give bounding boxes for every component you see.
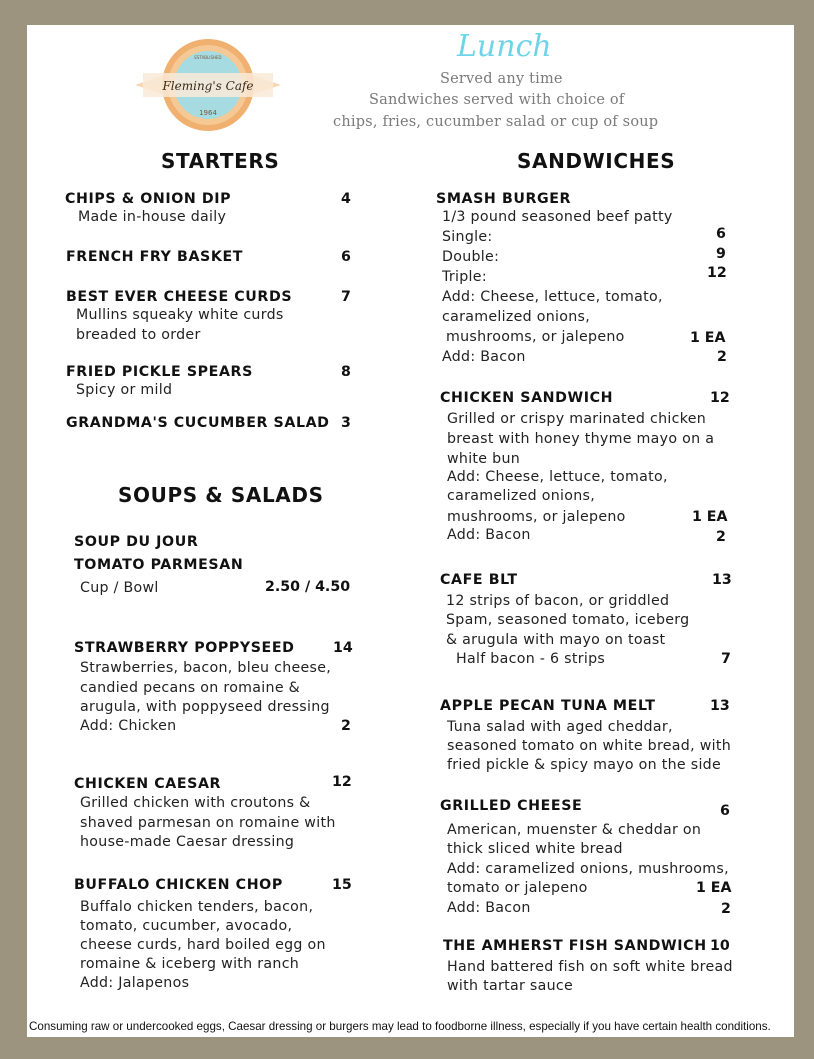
- item-name: SMASH BURGER: [436, 191, 572, 207]
- svg-text:1964: 1964: [199, 109, 217, 117]
- item-price: 2: [717, 349, 727, 365]
- item-desc: mushrooms, or jalepeno: [447, 509, 626, 525]
- item-desc: Add: caramelized onions, mushrooms,: [447, 861, 729, 877]
- item-desc: Made in-house daily: [78, 209, 227, 225]
- item-desc: Buffalo chicken tenders, bacon,: [80, 899, 314, 915]
- item-desc: white bun: [447, 451, 521, 467]
- item-desc: seasoned tomato on white bread, with: [447, 738, 732, 754]
- item-desc: 12 strips of bacon, or griddled: [446, 593, 670, 609]
- item-desc: Grilled or crispy marinated chicken: [447, 411, 707, 427]
- item-desc: Tuna salad with aged cheddar,: [447, 719, 673, 735]
- item-name: BUFFALO CHICKEN CHOP: [74, 877, 283, 893]
- item-desc: Half bacon - 6 strips: [456, 651, 606, 667]
- item-desc: Mullins squeaky white curds: [76, 307, 284, 323]
- item-price: 6: [720, 803, 730, 819]
- item-price: 2: [716, 529, 726, 545]
- item-desc: Add: Bacon: [442, 349, 526, 365]
- item-desc: shaved parmesan on romaine with: [80, 815, 336, 831]
- item-desc: house-made Caesar dressing: [80, 834, 295, 850]
- item-price: 9: [716, 246, 726, 262]
- item-desc: Add: Chicken: [80, 718, 177, 734]
- soup-name: TOMATO PARMESAN: [74, 557, 244, 573]
- item-desc: romaine & iceberg with ranch: [80, 956, 300, 972]
- starters-heading: STARTERS: [161, 149, 280, 173]
- item-desc: Spam, seasoned tomato, iceberg: [446, 612, 690, 628]
- item-desc: caramelized onions,: [442, 309, 591, 325]
- soup-price: 2.50 / 4.50: [265, 579, 351, 595]
- item-desc: Add: Bacon: [447, 900, 531, 916]
- item-desc: caramelized onions,: [447, 488, 596, 504]
- item-price: 12: [707, 265, 727, 281]
- health-disclaimer: Consuming raw or undercooked eggs, Caesar dressing or burgers may lead to foodborne illness, especially if you have certain health conditions.: [29, 1020, 771, 1033]
- item-name: GRANDMA'S CUCUMBER SALAD: [66, 415, 330, 431]
- item-desc: tomato or jalepeno: [447, 880, 588, 896]
- menu-page: [27, 25, 794, 1037]
- item-desc: Double:: [442, 249, 500, 265]
- item-desc: Add: Cheese, lettuce, tomato,: [447, 469, 668, 485]
- item-name: STRAWBERRY POPPYSEED: [74, 640, 295, 656]
- item-price: 10: [710, 938, 730, 954]
- item-price: 13: [712, 572, 732, 588]
- add-price: 2: [341, 718, 351, 734]
- item-price: 3: [341, 415, 351, 431]
- item-name: THE AMHERST FISH SANDWICH: [443, 938, 707, 954]
- item-desc: Single:: [442, 229, 493, 245]
- subtitle-line-2: Sandwiches served with choice of: [369, 92, 625, 108]
- item-desc: tomato, cucumber, avocado,: [80, 918, 293, 934]
- item-name: GRILLED CHEESE: [440, 798, 583, 814]
- item-desc: Add: Cheese, lettuce, tomato,: [442, 289, 663, 305]
- item-desc: Add: Bacon: [447, 527, 531, 543]
- item-name: FRENCH FRY BASKET: [66, 249, 244, 265]
- item-desc: Strawberries, bacon, bleu cheese,: [80, 660, 332, 676]
- menu-title: Lunch: [457, 29, 552, 64]
- item-desc: candied pecans on romaine &: [80, 680, 301, 696]
- item-desc: Add: Jalapenos: [80, 975, 190, 991]
- item-desc: Hand battered fish on soft white bread: [447, 959, 733, 975]
- item-desc: Triple:: [442, 269, 487, 285]
- item-price: 1 EA: [692, 509, 728, 525]
- item-price: 1 EA: [690, 330, 726, 346]
- subtitle-line-3: chips, fries, cucumber salad or cup of soup: [333, 114, 659, 130]
- svg-text:ESTABLISHED: ESTABLISHED: [194, 55, 222, 60]
- item-desc: cheese curds, hard boiled egg on: [80, 937, 326, 953]
- item-name: FRIED PICKLE SPEARS: [66, 364, 253, 380]
- svg-text:Fleming's Cafe: Fleming's Cafe: [162, 79, 254, 93]
- item-price: 15: [332, 877, 352, 893]
- sandwiches-heading: SANDWICHES: [517, 149, 676, 173]
- soup-name: SOUP DU JOUR: [74, 534, 199, 550]
- cafe-logo: [135, 37, 281, 133]
- item-desc: Grilled chicken with croutons &: [80, 795, 311, 811]
- item-price: 12: [332, 774, 352, 790]
- item-price: 8: [341, 364, 351, 380]
- subtitle-line-1: Served any time: [440, 71, 563, 87]
- item-price: 2: [721, 901, 731, 917]
- item-desc: mushrooms, or jalepeno: [446, 329, 625, 345]
- item-name: CHICKEN SANDWICH: [440, 390, 614, 406]
- item-desc: breaded to order: [76, 327, 201, 343]
- soup-size: Cup / Bowl: [80, 580, 159, 596]
- item-desc: thick sliced white bread: [447, 841, 623, 857]
- item-name: CHIPS & ONION DIP: [65, 191, 232, 207]
- item-desc: American, muenster & cheddar on: [447, 822, 702, 838]
- item-desc: & arugula with mayo on toast: [446, 632, 666, 648]
- item-desc: fried pickle & spicy mayo on the side: [447, 757, 722, 773]
- item-price: 12: [710, 390, 730, 406]
- item-price: 1 EA: [696, 880, 732, 896]
- item-desc: arugula, with poppyseed dressing: [80, 699, 330, 715]
- soups-salads-heading: SOUPS & SALADS: [118, 483, 324, 507]
- item-price: 4: [341, 191, 351, 207]
- item-name: CHICKEN CAESAR: [74, 776, 222, 792]
- item-name: BEST EVER CHEESE CURDS: [66, 289, 293, 305]
- item-name: CAFE BLT: [440, 572, 518, 588]
- item-name: APPLE PECAN TUNA MELT: [440, 698, 656, 714]
- item-price: 6: [716, 226, 726, 242]
- item-price: 13: [710, 698, 730, 714]
- item-price: 7: [341, 289, 351, 305]
- item-price: 6: [341, 249, 351, 265]
- item-price: 7: [721, 651, 731, 667]
- item-desc: with tartar sauce: [447, 978, 574, 994]
- item-desc: Spicy or mild: [76, 382, 173, 398]
- item-desc: 1/3 pound seasoned beef patty: [442, 209, 673, 225]
- item-price: 14: [333, 640, 353, 656]
- item-desc: breast with honey thyme mayo on a: [447, 431, 715, 447]
